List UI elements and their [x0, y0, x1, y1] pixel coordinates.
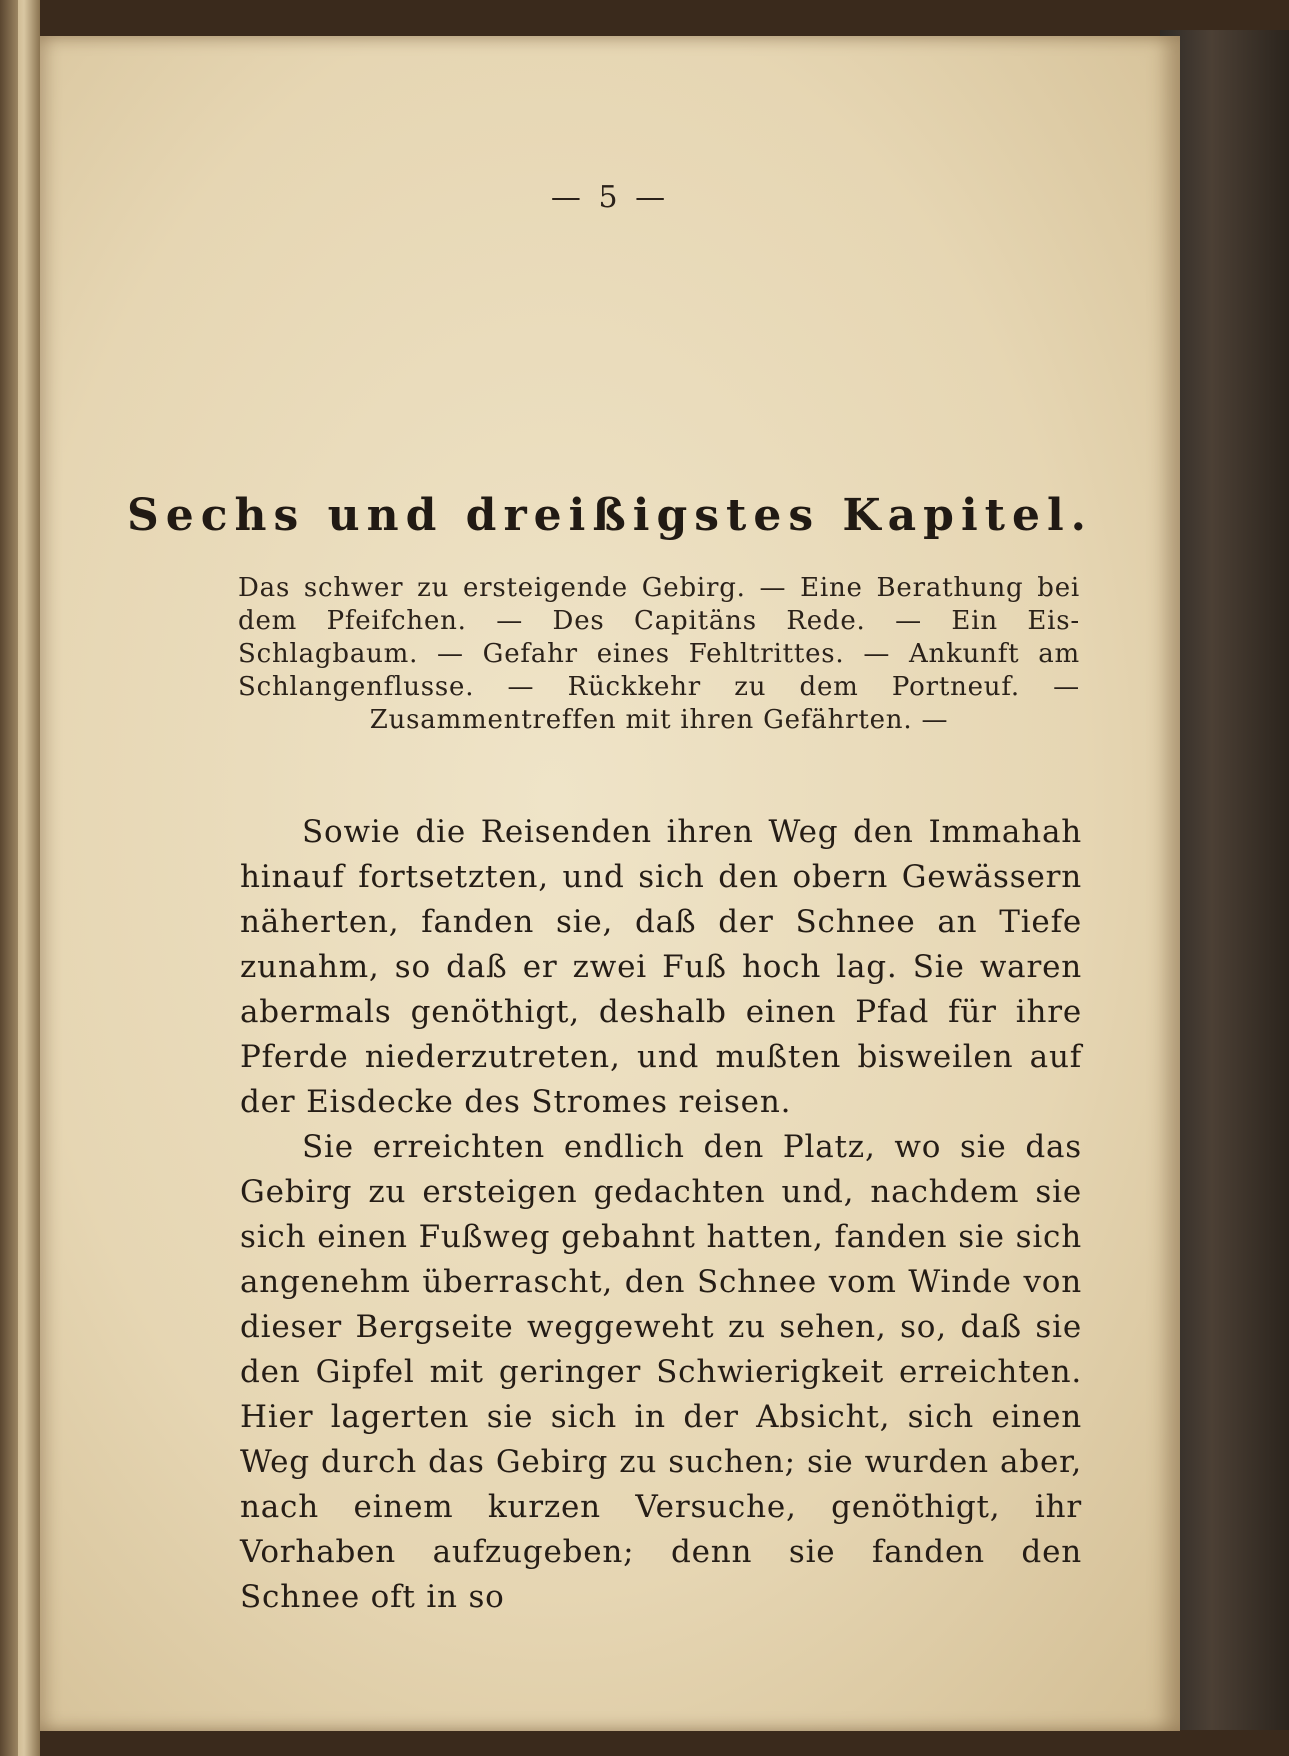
chapter-body: [240, 810, 1082, 1620]
page-number: — 5 —: [550, 180, 670, 215]
chapter-title: Sechs und dreißigstes Kapitel.: [126, 490, 1094, 541]
paragraph: Sowie die Reisenden ihren Weg den Immahah hinauf fortsetzten, und sich den obern Gewässern näherten, fanden sie, daß der Schnee an Tiefe zunahm, so daß er zwei Fuß hoch lag. Sie waren abermals genöthigt, deshalb einen Pfad für ihre Pferde niederzutreten, und mußten bisweilen auf der Eisdecke des Stromes reisen.: [240, 814, 1082, 1120]
paragraph: Sie erreichten endlich den Platz, wo sie das Gebirg zu ersteigen gedachten und, nachdem sie sich einen Fußweg gebahnt hatten, fanden sie sich angenehm überrascht, den Schnee vom Winde von dieser Bergseite weggeweht zu sehen, so, daß sie den Gipfel mit geringer Schwierigkeit erreichten. Hier lagerten sie sich in der Absicht, sich einen Weg durch das Gebirg zu suchen; sie wurden aber, nach einem kurzen Versuche, genöthigt, ihr Vorhaben aufzugeben; denn sie fanden den Schnee oft in so: [240, 1129, 1082, 1615]
book-binding: [0, 0, 18, 1756]
chapter-summary: Das schwer zu ersteigende Gebirg. — Eine Berathung bei dem Pfeifchen. — Des Capitäns Rede. — Ein Eis-Schlagbaum. — Gefahr eines Fehltrittes. — Ankunft am Schlangenflusse. — Rückkehr zu dem Portneuf. — Zusammentreffen mit ihren Gefährten. —: [238, 573, 1080, 735]
